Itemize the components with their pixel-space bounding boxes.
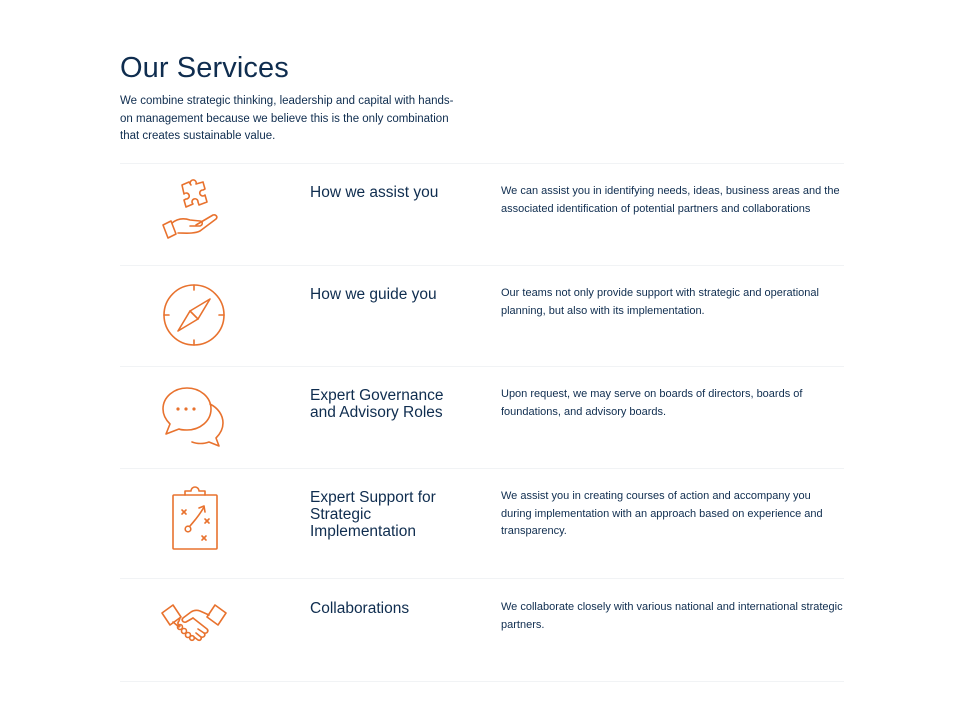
service-row-assist — [120, 164, 844, 266]
compass-icon — [161, 282, 227, 348]
service-row-strategic — [120, 469, 844, 579]
service-title: How we guide you — [310, 286, 437, 303]
service-row-governance — [120, 367, 844, 469]
service-description: We collaborate closely with various national and international strategic partners. — [501, 601, 843, 631]
service-description: Upon request, we may serve on boards of directors, boards of foundations, and advisory boards. — [501, 388, 803, 418]
service-row-guide — [120, 266, 844, 367]
service-row-collaborations — [120, 579, 844, 682]
service-description: We assist you in creating courses of action and accompany you during implementation with an approach based on experience and transparency. — [501, 490, 823, 537]
services-list — [120, 163, 844, 682]
service-title: Expert Support for Strategic Implementation — [310, 489, 436, 540]
service-title: Collaborations — [310, 600, 410, 617]
service-description: We can assist you in identifying needs, ideas, business areas and the associated identification of potential partners and collaborations — [501, 185, 840, 215]
handshake-icon — [161, 591, 227, 657]
service-title: How we assist you — [310, 184, 439, 201]
service-title: Expert Governance and Advisory Roles — [310, 387, 444, 421]
chat-bubbles-icon — [161, 384, 227, 450]
strategy-clipboard-icon — [161, 485, 227, 551]
page-title: Our Services — [120, 52, 289, 84]
puzzle-hand-icon — [161, 178, 227, 244]
service-description: Our teams not only provide support with strategic and operational planning, but also with its implementation. — [501, 287, 819, 317]
intro-text: We combine strategic thinking, leadership and capital with hands-on management because we believe this is the only combination that creates sustainable value. — [120, 95, 454, 142]
